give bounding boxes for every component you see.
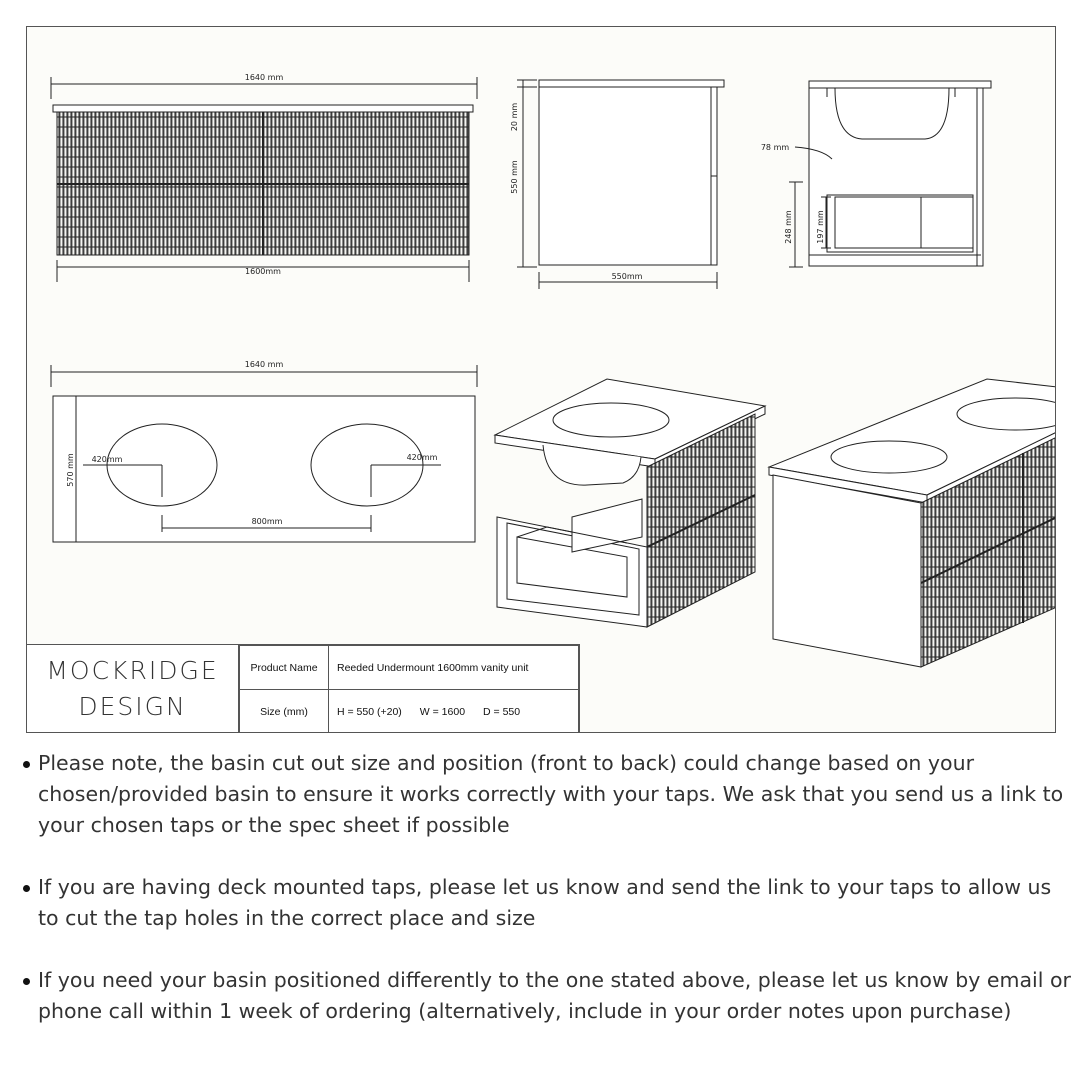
notes-list xyxy=(16,748,1072,1058)
plan-basin-spacing-label: 800mm xyxy=(251,517,283,526)
size-value xyxy=(329,690,579,734)
product-name-value: Reeded Undermount 1600mm vanity unit xyxy=(329,646,579,690)
isometric-open-view xyxy=(495,379,765,627)
front-elevation xyxy=(51,73,477,282)
list-item: Please note, the basin cut out size and position (front to back) could change based on your chosen/provided basin to ensure it works correctly with your taps. We ask that you send us a link to your chosen taps or the spec sheet if possible xyxy=(38,748,1072,841)
table-row xyxy=(240,646,579,690)
list-item: If you need your basin positioned differently to the one stated above, please let us know by email or phone call within 1 week of ordering (alternatively, include in your order notes upon purchase) xyxy=(38,965,1072,1027)
section-offset-label: 78 mm xyxy=(760,143,790,152)
brand-line-2: DESIGN xyxy=(78,692,187,721)
section-drawer-inner-label: 197 mm xyxy=(816,210,825,244)
plan-left-basin-label: 420mm xyxy=(91,455,123,464)
side-height-label: 550 mm xyxy=(510,160,519,194)
front-top-width-label: 1640 mm xyxy=(244,73,284,82)
side-top-thickness-label: 20 mm xyxy=(510,102,519,132)
isometric-closed-view xyxy=(769,379,1056,667)
size-width: W = 1600 xyxy=(419,705,466,718)
list-item: If you are having deck mounted taps, please let us know and send the link to your taps to allow us to cut the tap holes in the correct place and size xyxy=(38,872,1072,934)
side-depth-label: 550mm xyxy=(611,272,643,281)
size-depth: D = 550 xyxy=(483,705,521,718)
table-row xyxy=(240,690,579,734)
plan-width-label: 1640 mm xyxy=(244,360,284,369)
drawing-canvas xyxy=(27,27,1056,733)
brand-line-1: MOCKRIDGE xyxy=(46,656,219,685)
section-drawer-outer-label: 248 mm xyxy=(784,210,793,244)
technical-drawing-sheet xyxy=(26,26,1056,733)
plan-depth-label: 570 mm xyxy=(66,453,75,487)
product-name-label: Product Name xyxy=(240,646,329,690)
brand-logo xyxy=(27,644,239,733)
spec-table xyxy=(239,644,580,733)
plan-view xyxy=(51,360,477,542)
size-label: Size (mm) xyxy=(240,690,329,734)
section-view xyxy=(761,81,991,267)
size-height: H = 550 (+20) xyxy=(337,705,402,718)
plan-right-basin-label: 420mm xyxy=(406,453,438,462)
side-elevation xyxy=(510,80,724,289)
front-body-width-label: 1600mm xyxy=(245,267,281,276)
